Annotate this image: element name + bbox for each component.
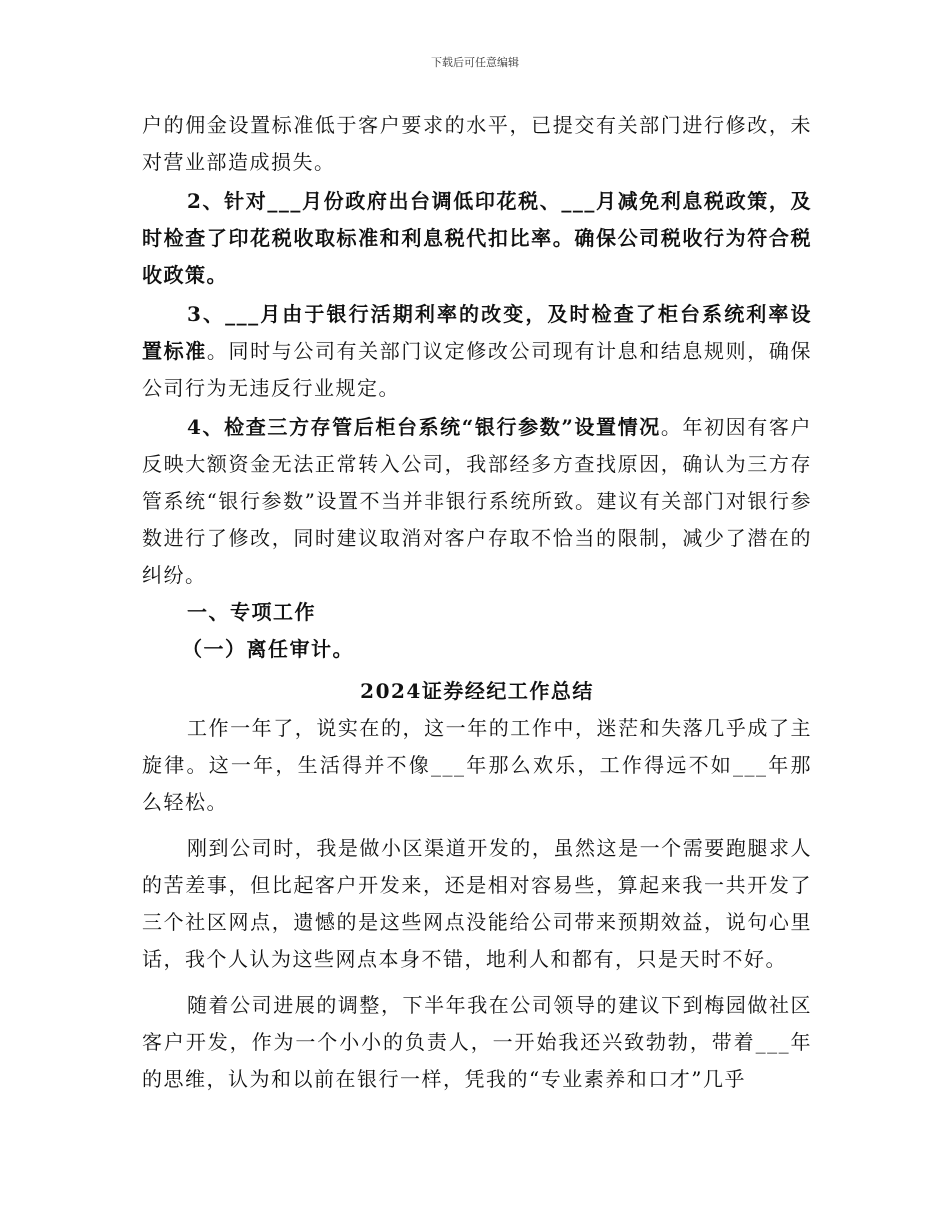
paragraph-intro: 工作一年了，说实在的，这一年的工作中，迷茫和失落几乎成了主旋律。这一年，生活得并不像___年那么欢乐，工作得远不如___年那么轻松。 (142, 716, 812, 814)
item-4-heading: 4、检查三方存管后柜台系统“银行参数”设置情况 (187, 415, 661, 439)
paragraph-community-development: 随着公司进展的调整，下半年我在公司领导的建议下到梅园做社区客户开发，作为一个小小的负责人，一开始我还兴致勃勃，带着___年的思维，认为和以前在银行一样，凭我的“专业素养和口才”几乎 (142, 993, 812, 1091)
paragraph-item-2: 2、针对___月份政府出台调低印花税、___月减免利息税政策，及时检查了印花税收取标准和利息税代扣比率。确保公司税收行为符合税收政策。 (142, 189, 812, 287)
item-3-text: 。同时与公司有关部门议定修改公司现有计息和结息规则，确保公司行为无违反行业规定。 (142, 339, 813, 400)
item-4-text: 。年初因有客户反映大额资金无法正常转入公司，我部经多方查找原因，确认为三方存管系统“银行参数”设置不当并非银行系统所致。建议有关部门对银行参数进行了修改，同时建议取消对客户存取不恰当的限制，减少了潜在的纠纷。 (142, 415, 812, 587)
document-title: 2024证券经纪工作总结 (360, 679, 594, 703)
document-body (142, 107, 812, 1098)
paragraph-channel-development: 刚到公司时，我是做小区渠道开发的，虽然这是一个需要跑腿求人的苦差事，但比起客户开发来，还是相对容易些，算起来我一共开发了三个社区网点，遗憾的是这些网点没能给公司带来预期效益，说句心里话，我个人认为这些网点本身不错，地利人和都有，只是天时不好。 (142, 836, 812, 971)
paragraph-item-4 (142, 409, 812, 594)
paragraph-continued: 户的佣金设置标准低于客户要求的水平，已提交有关部门进行修改，未对营业部造成损失。 (142, 113, 812, 174)
item-3-heading: 3、___月由于银行活期利率的改变，及时检查了柜台系统利率设置标准 (142, 302, 812, 363)
section-heading: 一、专项工作 (187, 600, 316, 624)
page-header-note: 下载后可任意编辑 (431, 56, 519, 69)
paragraph-item-3 (142, 296, 812, 407)
subsection-heading: （一）离任审计。 (182, 637, 354, 661)
